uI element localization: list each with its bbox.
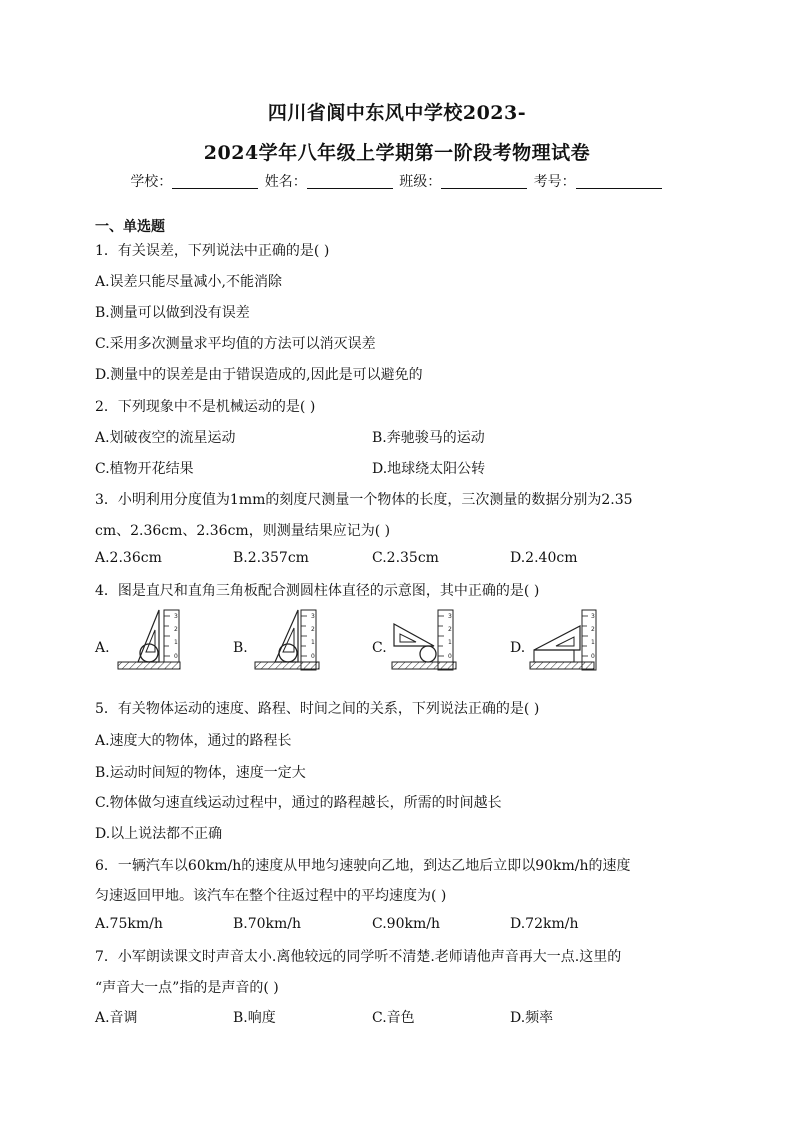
question-4-option-a[interactable]: A. <box>95 640 110 656</box>
question-5-option-a[interactable]: A.速度大的物体，通过的路程长 <box>95 733 292 749</box>
exam-number-blank[interactable] <box>576 174 662 189</box>
question-5-option-d[interactable]: D.以上说法都不正确 <box>95 826 223 842</box>
figure-c-tick-3: 3 <box>448 613 452 620</box>
question-4-option-d[interactable]: D. <box>510 640 526 656</box>
question-6-option-d[interactable]: D.72km/h <box>510 916 579 932</box>
question-6-stem-line2: 匀速返回甲地。该汽车在整个往返过程中的平均速度为( ) <box>95 888 447 904</box>
question-6-option-c[interactable]: C.90km/h <box>372 916 440 932</box>
figure-a-tick-2: 2 <box>174 626 178 633</box>
figure-a-tick-3: 3 <box>174 613 178 620</box>
question-1-stem: 1．有关误差，下列说法中正确的是( ) <box>95 243 330 259</box>
exam-title-line2: 2024学年八年级上学期第一阶段考物理试卷 <box>203 142 591 164</box>
figure-d-tick-3: 3 <box>591 613 595 620</box>
question-3-option-b[interactable]: B.2.357cm <box>233 550 309 566</box>
figure-d-tick-1: 1 <box>591 639 595 646</box>
question-2-option-c[interactable]: C.植物开花结果 <box>95 461 194 477</box>
question-6-stem-line1: 6．一辆汽车以60km/h的速度从甲地匀速驶向乙地，到达乙地后立即以90km/h的速度 <box>95 858 631 874</box>
name-label: 姓名： <box>264 174 307 190</box>
figure-a-tick-1: 1 <box>174 639 178 646</box>
school-label: 学校： <box>130 174 173 190</box>
figure-b-ruler-triangle <box>253 606 329 678</box>
question-4-stem: 4．图是直尺和直角三角板配合测圆柱体直径的示意图，其中正确的是( ) <box>95 583 540 599</box>
question-5-option-c[interactable]: C.物体做匀速直线运动过程中，通过的路程越长，所需的时间越长 <box>95 795 502 811</box>
question-1-option-a[interactable]: A.误差只能尽量减小,不能消除 <box>95 274 283 290</box>
exam-number-label: 考号： <box>533 174 576 190</box>
question-3-option-a[interactable]: A.2.36cm <box>95 550 162 566</box>
figure-a-ruler-triangle <box>114 606 190 678</box>
figure-a-tick-0: 0 <box>174 653 178 660</box>
question-7-option-c[interactable]: C.音色 <box>372 1010 415 1026</box>
figure-c-ruler-triangle <box>390 606 466 678</box>
question-2-option-a[interactable]: A.划破夜空的流星运动 <box>95 430 236 446</box>
question-7-stem-line2: “声音大一点”指的是声音的( ) <box>95 980 279 996</box>
question-6-option-b[interactable]: B.70km/h <box>233 916 302 932</box>
question-3-option-d[interactable]: D.2.40cm <box>510 550 578 566</box>
question-7-option-d[interactable]: D.频率 <box>510 1010 554 1026</box>
class-label: 班级： <box>399 174 442 190</box>
figure-d-ruler-triangle <box>528 606 604 678</box>
question-5-stem: 5．有关物体运动的速度、路程、时间之间的关系，下列说法正确的是( ) <box>95 701 540 717</box>
question-4-option-c[interactable]: C. <box>372 640 387 656</box>
question-1-option-b[interactable]: B.测量可以做到没有误差 <box>95 305 250 321</box>
figure-b-tick-0: 0 <box>311 653 315 660</box>
figure-d-tick-0: 0 <box>591 653 595 660</box>
figure-c-tick-1: 1 <box>448 639 452 646</box>
school-blank[interactable] <box>172 174 258 189</box>
question-7-stem-line1: 7．小军朗读课文时声音太小.离他较远的同学听不清楚.老师请他声音再大一点.这里的 <box>95 949 622 965</box>
question-2-option-b[interactable]: B.奔驰骏马的运动 <box>372 430 485 446</box>
question-2-stem: 2．下列现象中不是机械运动的是( ) <box>95 399 316 415</box>
question-3-stem-line1: 3．小明利用分度值为1mm的刻度尺测量一个物体的长度，三次测量的数据分别为2.35 <box>95 492 633 508</box>
question-5-option-b[interactable]: B.运动时间短的物体，速度一定大 <box>95 765 306 781</box>
figure-d-tick-2: 2 <box>591 626 595 633</box>
exam-title-line1: 四川省阆中东风中学校2023- <box>267 102 527 124</box>
question-7-option-b[interactable]: B.响度 <box>233 1010 276 1026</box>
question-3-option-c[interactable]: C.2.35cm <box>372 550 439 566</box>
question-2-option-d[interactable]: D.地球绕太阳公转 <box>372 461 486 477</box>
figure-c-tick-0: 0 <box>448 653 452 660</box>
question-4-option-b[interactable]: B. <box>233 640 248 656</box>
question-3-stem-line2: cm、2.36cm、2.36cm，则测量结果应记为( ) <box>95 523 391 539</box>
question-1-option-d[interactable]: D.测量中的误差是由于错误造成的,因此是可以避免的 <box>95 367 423 383</box>
figure-b-tick-1: 1 <box>311 639 315 646</box>
question-6-option-a[interactable]: A.75km/h <box>95 916 163 932</box>
question-1-option-c[interactable]: C.采用多次测量求平均值的方法可以消灭误差 <box>95 336 376 352</box>
figure-b-tick-2: 2 <box>311 626 315 633</box>
name-blank[interactable] <box>307 174 393 189</box>
student-info-row <box>0 171 794 191</box>
section-title: 一、单选题 <box>95 219 165 235</box>
figure-b-tick-3: 3 <box>311 613 315 620</box>
question-7-option-a[interactable]: A.音调 <box>95 1010 138 1026</box>
class-blank[interactable] <box>441 174 527 189</box>
figure-c-tick-2: 2 <box>448 626 452 633</box>
